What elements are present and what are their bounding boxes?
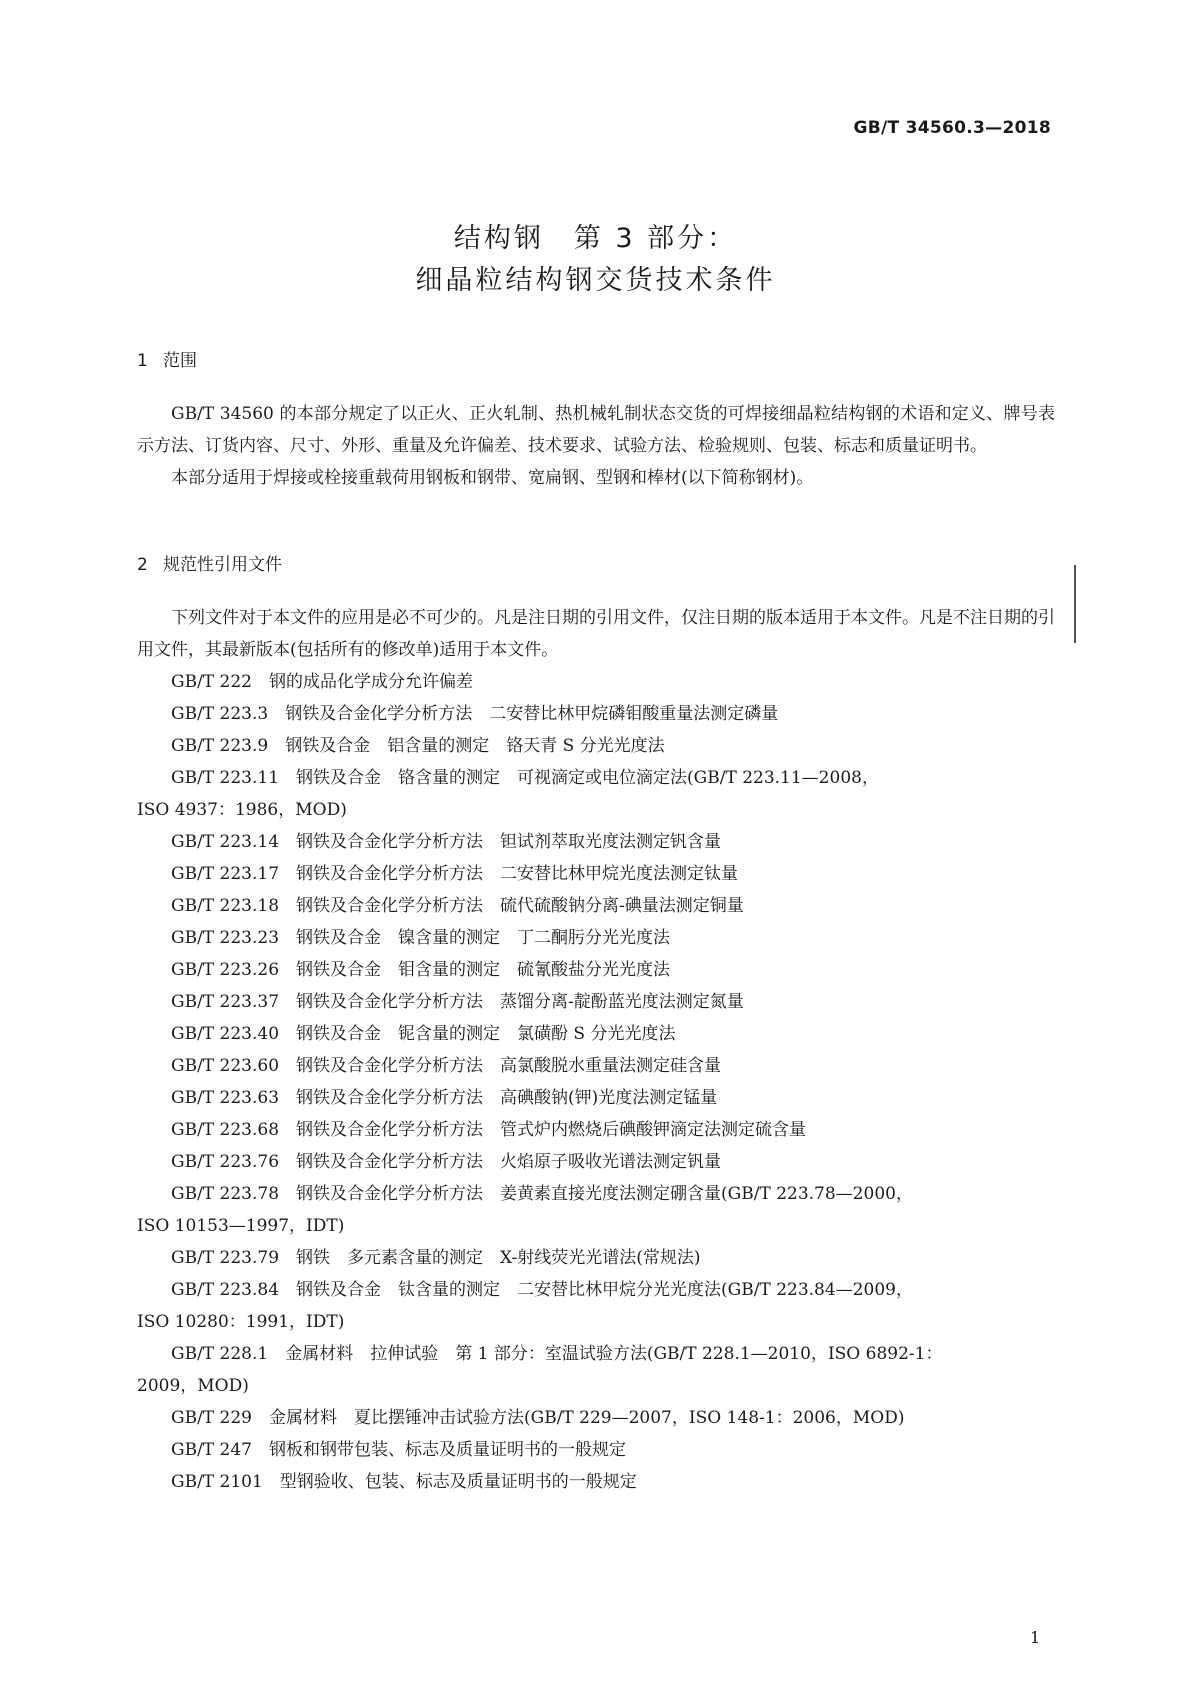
reference-item: GB/T 223.60 钢铁及合金化学分析方法 高氯酸脱水重量法测定硅含量 (171, 1056, 722, 1076)
reference-item: GB/T 247 钢板和钢带包装、标志及质量证明书的一般规定 (171, 1440, 626, 1460)
section-title: 范围 (163, 351, 197, 371)
reference-item: GB/T 223.78 钢铁及合金化学分析方法 姜黄素直接光度法测定硼含量(GB/T 223.78—2000， (171, 1184, 913, 1204)
paragraph: GB/T 34560 的本部分规定了以正火、正火轧制、热机械轧制状态交货的可焊接细晶粒结构钢的术语和定义、牌号表示方法、订货内容、尺寸、外形、重量及允许偏差、技术要求、试验方法、检验规则、包装、标志和质量证明书。 (137, 404, 1055, 456)
reference-item: GB/T 223.68 钢铁及合金化学分析方法 管式炉内燃烧后碘酸钾滴定法测定硫含量 (171, 1120, 807, 1140)
reference-list (137, 666, 1055, 1498)
reference-item: GB/T 223.17 钢铁及合金化学分析方法 二安替比林甲烷光度法测定钛量 (171, 864, 739, 884)
page-number: 1 (1030, 1628, 1041, 1647)
reference-continuation: ISO 4937：1986，MOD) (137, 800, 347, 820)
reference-item: GB/T 222 钢的成品化学成分允许偏差 (171, 672, 473, 692)
reference-continuation: 2009，MOD) (137, 1376, 249, 1396)
reference-item: GB/T 223.63 钢铁及合金化学分析方法 高碘酸钠(钾)光度法测定锰量 (171, 1088, 718, 1108)
section-2-heading (137, 550, 282, 575)
section-2-body (137, 602, 1055, 1498)
reference-item: GB/T 223.84 钢铁及合金 钛含量的测定 二安替比林甲烷分光光度法(GB/T 223.84—2009， (171, 1280, 913, 1300)
section-title: 规范性引用文件 (163, 555, 282, 575)
margin-change-bar (1074, 565, 1076, 643)
section-number: 2 (137, 555, 148, 575)
reference-item: GB/T 228.1 金属材料 拉伸试验 第 1 部分：室温试验方法(GB/T 228.1—2010，ISO 6892-1： (171, 1344, 943, 1364)
reference-item: GB/T 223.18 钢铁及合金化学分析方法 硫代硫酸钠分离-碘量法测定铜量 (171, 896, 744, 916)
document-title-line-2: 细晶粒结构钢交货技术条件 (415, 265, 776, 296)
reference-item: GB/T 2101 型钢验收、包装、标志及质量证明书的一般规定 (171, 1472, 637, 1492)
reference-item: GB/T 223.26 钢铁及合金 钼含量的测定 硫氰酸盐分光光度法 (171, 960, 671, 980)
section-1-body (137, 398, 1055, 494)
document-title-line-1: 结构钢 第 3 部分： (453, 223, 738, 254)
section-number: 1 (137, 351, 148, 371)
reference-item: GB/T 223.14 钢铁及合金化学分析方法 钽试剂萃取光度法测定钒含量 (171, 832, 722, 852)
reference-item: GB/T 223.3 钢铁及合金化学分析方法 二安替比林甲烷磷钼酸重量法测定磷量 (171, 704, 779, 724)
paragraph: 下列文件对于本文件的应用是必不可少的。凡是注日期的引用文件，仅注日期的版本适用于本文件。凡是不注日期的引用文件，其最新版本(包括所有的修改单)适用于本文件。 (137, 608, 1055, 660)
reference-item: GB/T 229 金属材料 夏比摆锤冲击试验方法(GB/T 229—2007，ISO 148-1：2006，MOD) (171, 1408, 905, 1428)
reference-item: GB/T 223.76 钢铁及合金化学分析方法 火焰原子吸收光谱法测定钒量 (171, 1152, 722, 1172)
section-1-heading (137, 346, 197, 371)
paragraph: 本部分适用于焊接或栓接重载荷用钢板和钢带、宽扁钢、型钢和棒材(以下简称钢材)。 (171, 468, 814, 488)
reference-item: GB/T 223.9 钢铁及合金 铝含量的测定 铬天青 S 分光光度法 (171, 736, 665, 756)
reference-continuation: ISO 10280：1991，IDT) (137, 1312, 345, 1332)
reference-item: GB/T 223.11 钢铁及合金 铬含量的测定 可视滴定或电位滴定法(GB/T 223.11—2008， (171, 768, 879, 788)
document-code: GB/T 34560.3—2018 (853, 118, 1051, 138)
reference-item: GB/T 223.23 钢铁及合金 镍含量的测定 丁二酮肟分光光度法 (171, 928, 671, 948)
reference-item: GB/T 223.40 钢铁及合金 铌含量的测定 氯磺酚 S 分光光度法 (171, 1024, 676, 1044)
reference-item: GB/T 223.79 钢铁 多元素含量的测定 X-射线荧光光谱法(常规法) (171, 1248, 701, 1268)
reference-continuation: ISO 10153—1997，IDT) (137, 1216, 345, 1236)
reference-item: GB/T 223.37 钢铁及合金化学分析方法 蒸馏分离-靛酚蓝光度法测定氮量 (171, 992, 744, 1012)
